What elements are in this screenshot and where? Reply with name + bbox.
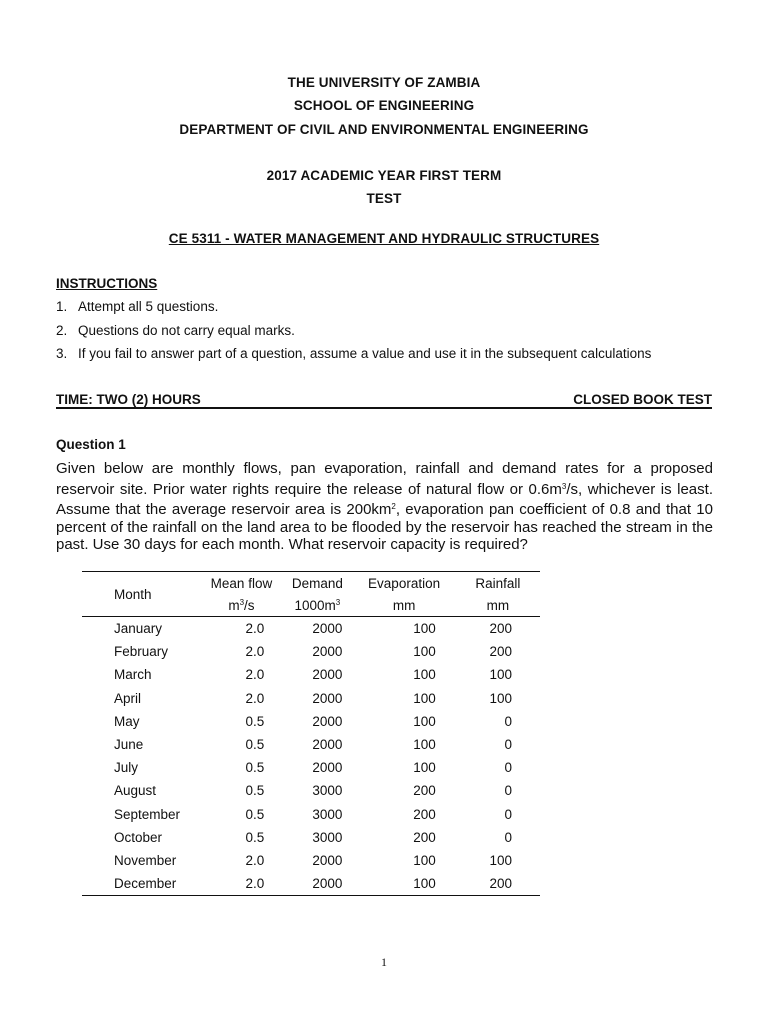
cell-flow: 2.0 [245, 852, 265, 868]
instruction-text: Attempt all 5 questions. [78, 299, 219, 314]
table-row [82, 803, 540, 826]
cell-evaporation: 100 [352, 872, 455, 896]
header-evaporation: Evaporation [352, 572, 455, 595]
table-header-row [82, 572, 540, 595]
cell-flow: 2.0 [201, 872, 283, 896]
table-row [82, 710, 540, 733]
unit-text: /s [244, 597, 255, 613]
cell-flow: 0.5 [245, 783, 265, 799]
instruction-number: 1. [56, 299, 68, 314]
cell-month: October [114, 829, 163, 845]
table-row [82, 733, 540, 756]
cell-rainfall: 100 [489, 690, 512, 706]
academic-year: 2017 ACADEMIC YEAR FIRST TERM [266, 168, 502, 183]
unit-evaporation: mm [352, 594, 455, 617]
cell-evaporation: 100 [413, 737, 436, 753]
double-rule [56, 407, 712, 408]
test-label: TEST [366, 191, 402, 206]
superscript: 3 [335, 597, 341, 607]
cell-month: January [114, 621, 163, 637]
table-row [82, 663, 540, 686]
cell-evaporation: 100 [413, 852, 436, 868]
instructions-list [56, 299, 651, 370]
instruction-item [56, 299, 651, 323]
header-month: Month [82, 572, 201, 617]
course-title: CE 5311 - WATER MANAGEMENT AND HYDRAULIC STRUCTURES [168, 231, 600, 246]
question-title: Question 1 [56, 437, 126, 452]
cell-flow: 2.0 [245, 667, 265, 683]
cell-demand: 2000 [312, 713, 343, 729]
instruction-item [56, 346, 651, 370]
cell-rainfall: 0 [504, 713, 512, 729]
cell-evaporation: 200 [413, 806, 436, 822]
unit-text: 1000m [294, 597, 336, 613]
superscript: 3 [561, 481, 567, 491]
instruction-text: If you fail to answer part of a question, assume a value and use it in the subsequent calculations [78, 346, 652, 361]
header-flow: Mean flow [201, 572, 283, 595]
cell-rainfall: 0 [504, 737, 512, 753]
cell-rainfall: 0 [504, 760, 512, 776]
cell-demand: 2000 [312, 690, 343, 706]
cell-rainfall: 200 [456, 872, 540, 896]
cell-rainfall: 100 [489, 852, 512, 868]
cell-demand: 3000 [312, 829, 343, 845]
cell-evaporation: 200 [413, 829, 436, 845]
cell-demand: 2000 [312, 852, 343, 868]
cell-month: February [114, 644, 169, 660]
university-title: THE UNIVERSITY OF ZAMBIA [287, 75, 481, 90]
cell-month: March [114, 667, 152, 683]
table-row [82, 640, 540, 663]
table-row [82, 617, 540, 641]
superscript: 2 [391, 502, 396, 511]
cell-evaporation: 100 [413, 690, 436, 706]
header-demand: Demand [282, 572, 352, 595]
table-row [82, 756, 540, 779]
instruction-number: 2. [56, 322, 68, 338]
instruction-item [56, 323, 651, 347]
cell-rainfall: 0 [504, 783, 512, 799]
data-table [82, 571, 540, 896]
cell-rainfall: 0 [504, 806, 512, 822]
cell-rainfall: 200 [489, 644, 512, 660]
header-rainfall: Rainfall [456, 572, 540, 595]
cell-demand: 2000 [312, 621, 343, 637]
unit-rainfall: mm [456, 594, 540, 617]
cell-month: December [82, 872, 201, 896]
question-text-part: /s, whichever is least. Assume that the average reservoir area is 200km [56, 480, 713, 518]
cell-flow: 2.0 [245, 644, 265, 660]
cell-evaporation: 100 [413, 667, 436, 683]
table-row [82, 849, 540, 872]
cell-evaporation: 100 [413, 760, 436, 776]
cell-rainfall: 100 [489, 667, 512, 683]
department-title: DEPARTMENT OF CIVIL AND ENVIRONMENTAL ENGINEERING [179, 122, 589, 137]
instruction-number: 3. [56, 346, 68, 361]
cell-flow: 2.0 [245, 690, 265, 706]
cell-evaporation: 100 [413, 713, 436, 729]
page-number: 1 [381, 955, 387, 969]
cell-month: June [114, 737, 144, 753]
cell-flow: 0.5 [245, 737, 265, 753]
question-text [56, 460, 713, 554]
cell-demand: 2000 [312, 737, 343, 753]
cell-flow: 0.5 [245, 760, 265, 776]
cell-rainfall: 200 [489, 621, 512, 637]
cell-demand: 2000 [312, 644, 343, 660]
cell-evaporation: 100 [413, 644, 436, 660]
time-row [56, 392, 712, 409]
unit-demand [282, 594, 352, 617]
cell-month: April [114, 690, 142, 706]
cell-demand: 2000 [312, 667, 343, 683]
table-row [82, 779, 540, 802]
question-text-part: Given below are monthly flows, pan evaporation, rainfall and demand rates for a proposed reservoir site. Prior water rights require the release of natural flow or 0.6m [56, 460, 713, 498]
cell-flow: 0.5 [245, 713, 265, 729]
table-row [82, 872, 540, 896]
instruction-text: Questions do not carry equal marks. [78, 322, 295, 338]
table-row [82, 826, 540, 849]
table-body [82, 617, 540, 896]
cell-demand: 3000 [312, 783, 343, 799]
time-allowed: TIME: TWO (2) HOURS [56, 392, 201, 407]
cell-month: August [114, 783, 157, 799]
cell-flow: 0.5 [245, 829, 265, 845]
superscript: 3 [239, 597, 245, 607]
question-text-part: , evaporation pan coefficient of 0.8 and that 10 percent of the rainfall on the land area to be flooded by the reservoir has reached the stream in the past. Use 30 days for each month. What reservoir capacity is required? [56, 501, 713, 553]
table-row [82, 687, 540, 710]
cell-month: November [114, 852, 177, 868]
cell-flow: 0.5 [245, 806, 265, 822]
cell-month: May [114, 713, 140, 729]
test-type: CLOSED BOOK TEST [573, 392, 712, 407]
cell-month: September [114, 806, 181, 822]
cell-demand: 2000 [282, 872, 352, 896]
unit-text: m [228, 597, 240, 613]
cell-evaporation: 100 [413, 621, 436, 637]
cell-demand: 2000 [312, 760, 343, 776]
cell-demand: 3000 [312, 806, 343, 822]
unit-flow [201, 594, 283, 617]
cell-flow: 2.0 [245, 621, 265, 637]
cell-evaporation: 200 [413, 783, 436, 799]
school-title: SCHOOL OF ENGINEERING [293, 98, 475, 113]
cell-month: July [114, 760, 139, 776]
cell-rainfall: 0 [504, 829, 512, 845]
instructions-heading: INSTRUCTIONS [56, 276, 158, 291]
